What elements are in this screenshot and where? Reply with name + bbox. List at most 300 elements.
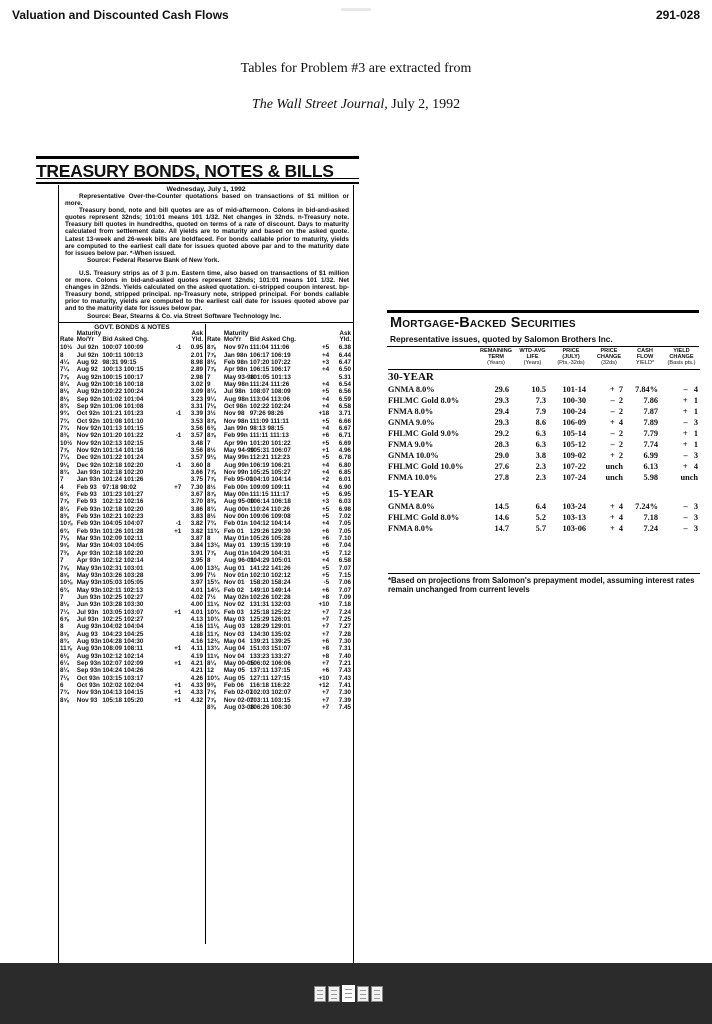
maturity-cell: May 93-98 [223,373,254,381]
column-header [514,348,551,369]
yield-cell: 7.41 [338,682,351,689]
yield-cell: 7.05 [338,527,351,535]
table-row [59,528,205,535]
security-name: FNMA 10.0% [388,472,438,482]
table-row [59,550,205,557]
bid-asked-cell: 134:30 135:02 [249,630,291,638]
yield-cell: 6.98 [338,505,351,513]
treasury-date: Wednesday, July 1, 1992 [166,186,246,193]
table-row [206,506,353,513]
cash-flow-yield: 6.13 [643,461,658,471]
change-cell: +7 [174,483,182,491]
rate-cell: 8⅜ [207,498,216,506]
table-row [59,366,205,373]
yield-cell: 4.11 [191,645,204,653]
treasury-rule-thick [36,182,359,184]
head-yield: Yld. [339,336,351,344]
rate-cell: 15¾ [207,579,220,587]
change-cell [156,653,184,660]
maturity-cell: Nov 92n [76,447,102,454]
table-row [59,484,205,491]
table-row [59,609,205,616]
price: 107-24 [562,472,586,482]
cash-flow-yield: 6.99 [643,450,658,460]
table-row [206,623,353,630]
maturity-cell: May 00-05 [223,659,254,667]
maturity-cell: May 93n [76,586,102,594]
yield-change [663,406,700,417]
bid-asked-cell: 102:12 102:14 [102,652,144,660]
column-header-line: (JULY) [562,354,580,361]
maturity-cell: Oct 93n [76,682,100,689]
price-change-value: 2 [618,406,623,416]
right-rows [206,344,353,711]
table-row [206,704,353,711]
bid-asked-cell: 102:26 102:28 [249,593,291,601]
change-cell: +8 [321,645,330,653]
table-row [206,616,353,623]
security-name: FHLMC Gold 9.0% [388,428,460,438]
yield-change-value: 1 [693,406,698,416]
maturity-cell: Mar 93n [76,542,101,550]
yield-cell: 6.59 [338,395,351,403]
bid-asked-cell: 105:31 106:07 [249,447,291,454]
bid-asked-cell: 149:10 149:14 [249,586,291,594]
bid-asked-cell: 101:02 101:04 [102,395,144,403]
maturity-cell: Feb 02 [223,586,244,594]
rate-cell: 9⅛ [60,461,69,469]
yield-cell: 3.83 [190,513,204,521]
column-header-line: FLOW [636,354,654,361]
head-change [303,331,331,338]
rate-cell: 7 [60,557,64,565]
bid-asked-cell: 113:04 113:06 [249,395,290,403]
rate-cell: 8¼ [207,388,216,396]
rate-cell: 6¼ [60,659,69,667]
wtd-avg-life: 8.6 [535,417,546,427]
document-number: 291-028 [655,8,700,22]
price-change-sign: + [609,523,615,533]
yield-cell: 6.50 [338,366,351,374]
rate-cell: 8¼ [207,659,216,667]
yield-cell: 4.18 [190,630,204,638]
remaining-term: 28.3 [494,439,509,449]
yield-cell: 3.91 [190,549,204,557]
bid-asked-cell: 111:24 111:26 [249,380,290,388]
yield-change-sign: + [682,428,688,438]
change-cell [156,579,184,586]
bid-asked-cell: 102:21 102:23 [102,513,144,521]
rate-cell: 8⅛ [60,388,69,396]
change-cell [156,381,184,388]
maturity-cell: Nov 98 [223,410,245,418]
change-cell [156,550,184,557]
price-change [591,501,627,512]
maturity-cell: Aug 92n [76,380,102,388]
yield-cell: 4.19 [190,652,204,660]
table-row [206,484,353,491]
rate-cell: 8⅞ [207,417,216,425]
rate-cell: 8⅝ [60,696,69,704]
wtd-avg-life: 2.3 [535,472,546,482]
maturity-cell: Feb 93 [76,498,97,506]
wtd-avg-life: 5.7 [535,523,546,533]
cash-flow-yield: 7.24 [643,523,658,533]
mbs-footnote: *Based on projections from Salomon's prepayment model, assuming interest rates remain unchanged from current levels [388,573,700,594]
rate-cell: 9⅛ [207,454,216,462]
price: 101-14 [562,384,586,394]
maturity-cell: Aug 05 [223,674,245,682]
cash-flow-yield: 7.74 [643,439,658,449]
maturity-cell: Feb 93 [76,483,97,491]
change-cell: +5 [321,571,330,579]
bid-asked-cell: 102:12 102:16 [102,498,144,506]
left-column-heading: GOVT. BONDS & NOTES [94,323,170,331]
table-row [388,439,700,450]
rate-cell: 10¾ [207,608,220,616]
page-thumbnail[interactable] [357,986,369,1002]
yield-cell: 3.57 [190,454,204,462]
table-row [206,528,353,535]
yield-cell: 3.67 [190,491,204,499]
yield-change-sign: – [683,384,688,394]
security-name: GNMA 9.0% [388,417,435,427]
change-cell: +6 [321,667,330,675]
price-change-sign: + [609,384,615,394]
price: 103-13 [562,512,586,522]
maturity-cell: Aug 99n [223,461,249,469]
bid-asked-cell: 104:29 104:31 [249,549,291,557]
maturity-cell: Aug 01 [223,564,245,572]
change-cell: +1 [174,659,182,667]
price-change-sign: – [610,428,615,438]
bid-asked-cell: 110:24 110:26 [249,505,290,513]
rate-cell: 8 [60,351,64,359]
section-30-year: 30-YEAR [388,370,434,383]
strips-notes: U.S. Treasury strips as of 3 p.m. Eastern time, also based on transactions of $1 million or more. Colons in bid-and-asked quotes represent 32nds; 101:01 means 101 1/32. Net changes in 32nds. Yields calculated on the asked quotation. ci-stripped coupon interest. bp-Treasury bond, stripped principal. np-Treasury note, stripped principal. For bonds callable prior to maturity, yields are computed to the earliest call date for issues quoted above par and to the maturity date for issues below par. [65,269,349,313]
maturity-cell: Feb 99n [223,432,248,440]
table-row [206,675,353,682]
table-row [206,425,353,432]
maturity-cell: Nov 99n [223,469,249,477]
remaining-term: 29.4 [494,406,509,416]
rate-cell: 8⅞ [207,432,216,440]
price: 103-06 [562,523,586,533]
column-header-line: WTD-AVG [519,348,546,354]
bid-asked-cell: 102:18 102:20 [102,505,144,513]
yield-cell: 3.97 [190,579,204,587]
maturity-cell: Nov 93 [76,696,98,704]
change-cell: +7 [321,608,330,616]
bid-asked-cell: 103:28 103:30 [102,601,144,609]
table-row [206,381,353,388]
bid-asked-cell: 97:26 98:26 [249,410,284,418]
maturity-cell: Aug 03 [223,623,245,631]
price-change [591,439,627,450]
rate-cell: 7¼ [60,454,69,462]
bid-asked-cell: 101:08 101:10 [102,417,144,425]
price: 100-30 [562,395,586,405]
yield-cell: 7.10 [338,535,351,543]
table-row [206,454,353,461]
treasury-table [58,185,354,965]
remaining-term: 14.7 [494,523,509,533]
page-thumbnail[interactable] [328,986,340,1002]
table-row [59,476,205,483]
bid-asked-cell: 100:13 100:15 [102,366,144,374]
bid-asked-cell: 139:15 139:19 [249,542,291,550]
bid-asked-cell: 101:24 101:26 [102,476,144,484]
column-header [663,348,700,369]
table-row [59,344,205,351]
table-row [59,572,205,579]
bid-asked-cell: 102:07 102:09 [102,659,144,667]
maturity-cell: Aug 00n [223,505,249,513]
cash-flow-yield: 7.18 [643,512,658,522]
rate-cell: 7⅛ [60,674,69,682]
yield-cell: 7.43 [338,667,351,675]
yield-change-value: 1 [693,395,698,405]
change-cell: +1 [174,527,182,535]
table-row [206,491,353,498]
rate-cell: 8 [207,535,211,543]
rate-cell: 13⅜ [207,564,220,572]
rate-cell: 7⅞ [207,366,216,374]
yield-change-value: 1 [693,439,698,449]
maturity-cell: May 01n [223,535,249,543]
maturity-cell: Aug 92n [76,373,102,381]
change-cell: +4 [321,380,330,388]
bid-asked-cell: 104:24 104:26 [102,667,144,675]
treasury-rule [36,178,359,179]
maturity-cell: May 98n [223,380,249,388]
bid-asked-cell: 102:09 102:11 [102,535,144,543]
page-thumbnail[interactable] [371,986,383,1002]
maturity-cell: May 94-99 [223,447,254,454]
change-cell [156,359,184,366]
yield-cell: 4.00 [190,601,204,609]
rate-cell: 8¼ [60,380,69,388]
bid-asked-cell: 104:28 104:30 [102,637,144,645]
bid-asked-cell: 111:09 111:11 [249,417,289,425]
rate-cell: 8¼ [60,505,69,513]
yield-cell: 4.33 [190,689,204,697]
table-row [388,512,700,523]
bid-asked-cell: 105:18 105:20 [102,696,144,704]
bid-asked-cell: 112:21 112:23 [249,454,290,462]
yield-cell: 6.90 [338,483,351,491]
rate-cell: 11⅞ [60,645,72,653]
bid-asked-cell: 104:12 104:14 [249,520,291,528]
price: 100-24 [562,406,586,416]
maturity-cell: Nov 03 [223,630,245,638]
table-row [59,601,205,608]
rate-cell: 7 [207,373,211,381]
column-header [478,348,514,369]
yield-cell: 6.03 [338,498,351,506]
caption-line-1: Tables for Problem #3 are extracted from [240,61,472,76]
maturity-cell: Feb 93n [76,520,101,528]
change-cell: +1 [174,608,182,616]
price: 106-09 [562,417,586,427]
table-row [388,523,700,534]
yield-cell: 6.69 [338,439,351,447]
rate-cell: 6⅛ [60,652,69,660]
table-row [388,472,700,483]
change-cell: +7 [321,696,330,704]
change-cell [156,638,184,645]
rate-cell: 8⅝ [60,630,69,638]
change-cell: +5 [321,417,330,425]
change-cell: +5 [321,505,330,513]
change-cell [156,498,184,505]
rate-cell: 14¼ [207,586,220,594]
yield-cell: 4.16 [190,623,204,631]
wtd-avg-life: 3.8 [535,450,546,460]
change-cell [156,447,184,454]
maturity-cell: Feb 95-00 [223,476,253,484]
yield-change-value: 3 [693,523,698,533]
yield-change [663,512,700,523]
maturity-cell: Apr 98n [223,366,248,374]
rate-cell: 7⅜ [60,549,69,557]
yield-cell: 3.86 [190,505,204,513]
maturity-cell: Nov 02-07 [223,696,254,704]
bid-asked-cell: 102:11 102:13 [102,586,144,594]
drag-handle[interactable] [341,8,371,11]
table-row [388,406,700,417]
yield-cell: 3.48 [190,439,204,447]
table-row [59,432,205,439]
maturity-cell: Feb 93 [76,491,97,499]
yield-cell: 3.57 [190,432,204,440]
maturity-cell: Jul 98n [223,388,246,396]
table-row [59,660,205,667]
head-bid-asked: Bid Asked Chg. [249,336,296,344]
maturity-cell: Nov 01 [223,579,245,587]
yield-cell: 4.21 [190,659,204,667]
change-cell [156,396,184,403]
yield-cell: 6.38 [338,344,351,352]
price-change [591,406,627,417]
change-cell: -5 [323,579,330,587]
rate-cell: 7⅛ [207,402,216,410]
change-cell [156,601,184,608]
left-column [59,324,206,944]
bid-asked-cell: 101:26 101:28 [102,527,144,535]
yield-change-value: 3 [693,450,698,460]
maturity-cell: Apr 99n [223,439,248,447]
rate-cell: 9¾ [60,410,69,418]
price-change [591,384,627,395]
rate-cell: 8⅞ [207,491,216,499]
maturity-cell: Feb 01n [223,520,248,528]
maturity-cell: May 99n [223,454,249,462]
yield-cell: 7.21 [338,659,351,667]
bid-asked-cell: 141:22 141:26 [249,564,291,572]
yield-cell: 4.33 [190,682,204,689]
bid-asked-cell: 104:03 104:05 [102,542,144,550]
maturity-cell: Jun 93n [76,601,101,609]
table-row [59,579,205,586]
mbs-table [388,348,700,534]
price-change-value: unch [605,461,623,471]
wtd-avg-life: 10.5 [531,384,546,394]
rate-cell: 13⅛ [207,542,220,550]
table-row [206,565,353,572]
page-thumbnail-current[interactable] [342,985,355,1002]
remaining-term: 29.3 [494,395,509,405]
maturity-cell: Aug 93 [76,630,98,638]
change-cell: +1 [321,447,330,454]
table-row [206,601,353,608]
yield-cell: 6.78 [338,454,351,462]
rate-cell: 7⅞ [60,447,69,454]
change-cell: +5 [321,439,330,447]
security-name: GNMA 8.0% [388,384,435,394]
yield-cell: 7.09 [338,593,351,601]
bid-asked-cell: 104:02 104:04 [102,623,144,631]
table-row [388,450,700,461]
yield-cell: 3.87 [190,535,204,543]
table-row [206,609,353,616]
yield-cell: 6.85 [338,469,351,477]
price-change-value: 7 [618,384,623,394]
maturity-cell: Aug 93n [76,637,102,645]
maturity-cell: Apr 93n [76,557,101,565]
yield-cell: 5.31 [338,373,351,381]
table-row [206,410,353,417]
bid-asked-cell: 106:19 106:21 [249,461,291,469]
section-15-year: 15-YEAR [388,487,434,500]
price-change-value: 2 [618,428,623,438]
maturity-cell: Feb 98n [223,358,248,366]
maturity-cell: Oct 93n [76,674,100,682]
table-row [206,594,353,601]
bid-asked-cell: 102:25 102:27 [102,615,144,623]
left-head-row-2 [59,337,205,344]
maturity-cell: Feb 93n [76,513,101,521]
maturity-cell: Nov 04 [223,652,245,660]
rate-cell: 8⅜ [207,704,216,712]
change-cell: +6 [321,527,330,535]
rate-cell: 13¾ [207,645,220,653]
remaining-term: 29.3 [494,417,509,427]
change-cell [156,565,184,572]
maturity-cell: Nov 01n [223,571,249,579]
yield-cell: 7.40 [338,652,351,660]
bid-asked-cell: 100:11 100:13 [102,351,144,359]
yield-change-sign: + [682,439,688,449]
price-change-sign: + [609,512,615,522]
change-cell: +4 [321,351,330,359]
rate-cell: 7¼ [60,366,69,374]
page-thumbnail[interactable] [314,986,326,1002]
change-cell: +3 [321,498,330,506]
bid-asked-cell: 104:29 105:01 [249,557,291,565]
price-change-sign: + [609,417,615,427]
bid-asked-cell: 101:05 101:13 [249,373,291,381]
wtd-avg-life: 7.9 [535,406,546,416]
yield-cell: 6.67 [338,424,351,432]
table-row [59,359,205,366]
maturity-cell: Aug 98n [223,395,249,403]
yield-cell: 7.04 [338,542,351,550]
change-cell [156,425,184,432]
head-maturity: Mo/Yr [76,336,95,344]
rate-cell: 7⅝ [60,564,69,572]
table-row [206,520,353,527]
